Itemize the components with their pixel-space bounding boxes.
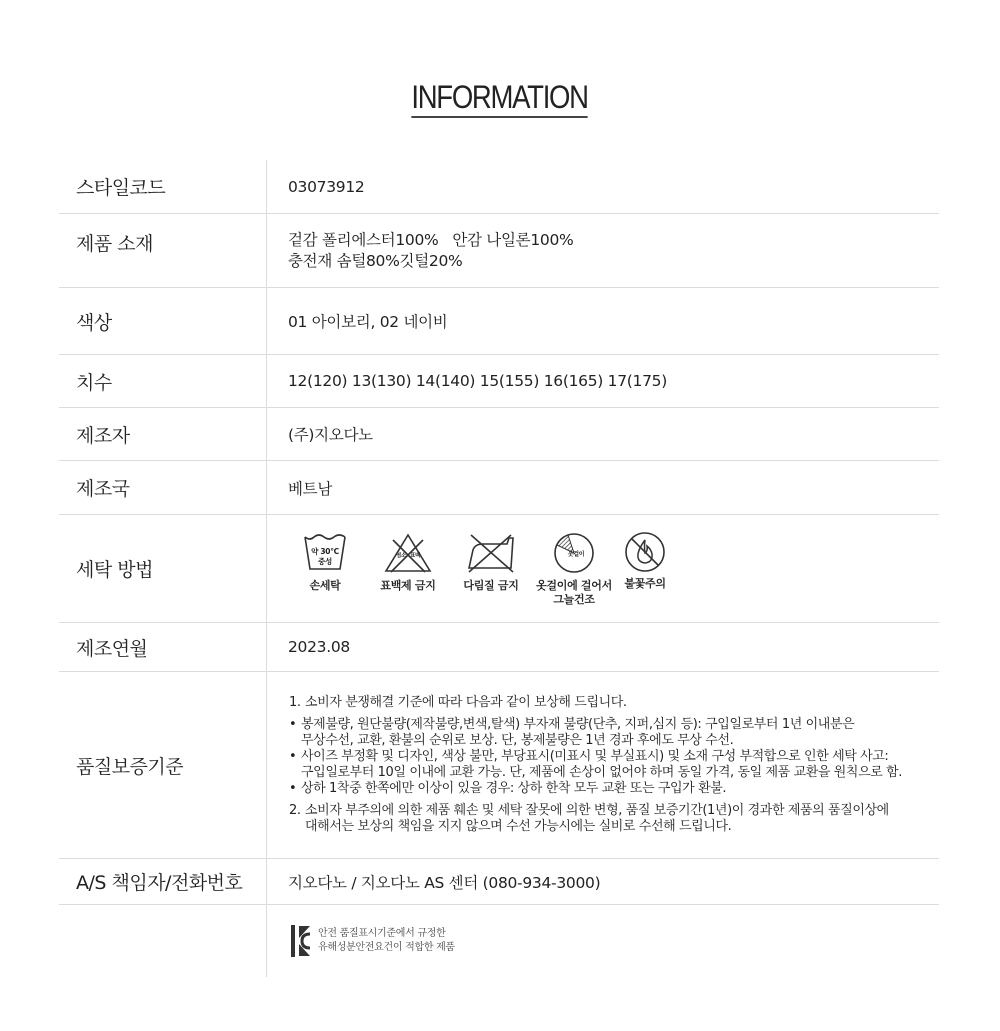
quality-bullet-1-line-1: 봉제불량, 원단불량(제작불량,변색,탈색) 부자재 불량(단추, 지퍼,심지 등): 구입일로부터 1년 이내분은 [301, 717, 855, 732]
hand-wash-icon [302, 532, 348, 574]
care-item-no-bleach [367, 532, 449, 593]
kc-text-line-1: 안전 품질표시기준에서 규정한 [318, 928, 446, 939]
care-item-fire-caution [616, 532, 674, 591]
quality-item-2-line-1: 소비자 부주의에 의한 제품 훼손 및 세탁 잘못에 의한 변형, 품질 보증기간(1년)이 경과한 제품의 품질이상에 [305, 803, 889, 818]
material-line-2: 충전재 솜털80%깃털20% [288, 252, 463, 270]
as-label: A/S 책임자/전화번호 [59, 859, 267, 904]
hang-dry-inner-text: 옷걸이 [567, 551, 585, 558]
row-size [59, 355, 939, 408]
kc-empty-label [59, 905, 267, 977]
date-value: 2023.08 [288, 638, 350, 656]
no-bleach-text-1: 염소 [395, 553, 407, 559]
row-washing [59, 515, 939, 623]
quality-item-1-number: 1. [289, 695, 301, 710]
quality-bullet-3 [289, 781, 902, 797]
kc-mark-icon [288, 923, 312, 959]
quality-item-2-number: 2. [289, 803, 301, 818]
size-label: 치수 [59, 355, 267, 407]
bullet-mark: • [289, 749, 297, 764]
hang-dry-shade-icon [551, 532, 597, 574]
quality-bullet-1-line-2: 무상수선, 교환, 환불의 순위로 보상. 단, 봉제불량은 1년 경과 후에도 무상 수선. [301, 733, 734, 748]
quality-bullet-2-line-1: 사이즈 부정확 및 디자인, 색상 불만, 부당표시(미표시 및 부실표시) 및 소재 구성 부적합으로 인한 세탁 사고: [301, 749, 889, 764]
row-as [59, 859, 939, 905]
row-material [59, 214, 939, 288]
material-value [267, 214, 939, 287]
color-label: 색상 [59, 288, 267, 354]
color-value: 01 아이보리, 02 네이비 [288, 313, 448, 331]
kc-value [267, 905, 939, 977]
washing-icons [267, 515, 939, 622]
row-country [59, 461, 939, 515]
size-value: 12(120) 13(130) 14(140) 15(155) 16(165) 17(175) [288, 372, 667, 390]
row-quality [59, 672, 939, 859]
no-bleach-icon [383, 532, 433, 574]
care-item-hang-dry [533, 532, 615, 607]
row-manufacturer [59, 408, 939, 461]
quality-item-2 [289, 803, 902, 835]
page-title-wrap [0, 80, 1000, 118]
row-date [59, 623, 939, 672]
hand-wash-temp: 약 30°C [311, 547, 339, 556]
hand-wash-label: 손세탁 [309, 579, 341, 592]
page-title: INFORMATION [412, 80, 588, 118]
quality-bullet-3-line-1: 상하 1착중 한쪽에만 이상이 있을 경우: 상하 한착 모두 교환 또는 구입가 환불. [301, 781, 727, 796]
kc-text [318, 927, 455, 955]
quality-value [267, 672, 939, 858]
manufacturer-label: 제조자 [59, 408, 267, 460]
no-iron-label: 다림질 금지 [463, 579, 519, 592]
quality-item-1 [289, 695, 902, 711]
hang-dry-label-line-2: 그늘건조 [553, 593, 595, 606]
hang-dry-label-line-1: 옷걸이에 걸어서 [536, 579, 612, 592]
quality-bullet-2 [289, 749, 902, 781]
care-item-no-iron [450, 532, 532, 593]
no-bleach-text-2: 표백 [409, 553, 421, 559]
row-style-code [59, 160, 939, 214]
kc-mark-text: KC [288, 923, 289, 924]
manufacturer-value: (주)지오다노 [288, 426, 373, 444]
style-code-label: 스타일코드 [59, 160, 267, 213]
hang-dry-label [536, 579, 612, 607]
style-code-value: 03073912 [288, 177, 365, 196]
kc-certification [288, 923, 455, 959]
row-kc [59, 905, 939, 977]
quality-label: 품질보증기준 [59, 672, 267, 858]
quality-item-1-text: 소비자 분쟁해결 기준에 따라 다음과 같이 보상해 드립니다. [305, 695, 627, 710]
kc-text-line-2: 유해성분안전요건이 적합한 제품 [318, 942, 455, 953]
country-value: 베트남 [288, 479, 333, 498]
material-label: 제품 소재 [59, 214, 267, 287]
fire-caution-label: 불꽃주의 [624, 577, 666, 590]
row-color [59, 288, 939, 355]
no-bleach-label: 표백제 금지 [380, 579, 436, 592]
country-label: 제조국 [59, 461, 267, 514]
care-item-hand-wash [284, 532, 366, 593]
bullet-mark: • [289, 781, 297, 796]
date-label: 제조연월 [59, 623, 267, 671]
no-iron-icon [465, 532, 517, 574]
hand-wash-detergent: 중성 [318, 557, 332, 566]
quality-bullet-1 [289, 717, 902, 749]
material-line-1: 겉감 폴리에스터100% 안감 나일론100% [288, 231, 574, 249]
as-value: 지오다노 / 지오다노 AS 센터 (080-934-3000) [288, 873, 601, 892]
bullet-mark: • [289, 717, 297, 732]
info-table [59, 160, 939, 977]
quality-item-2-line-2: 대해서는 보상의 책임을 지지 않으며 수선 가능시에는 실비로 수선해 드립니다. [305, 819, 732, 834]
washing-label: 세탁 방법 [59, 515, 267, 622]
quality-bullet-2-line-2: 구입일로부터 10일 이내에 교환 가능. 단, 제품에 손상이 없어야 하며 동일 가격, 동일 제품 교환을 원칙으로 함. [301, 765, 903, 780]
fire-caution-icon [623, 532, 667, 574]
